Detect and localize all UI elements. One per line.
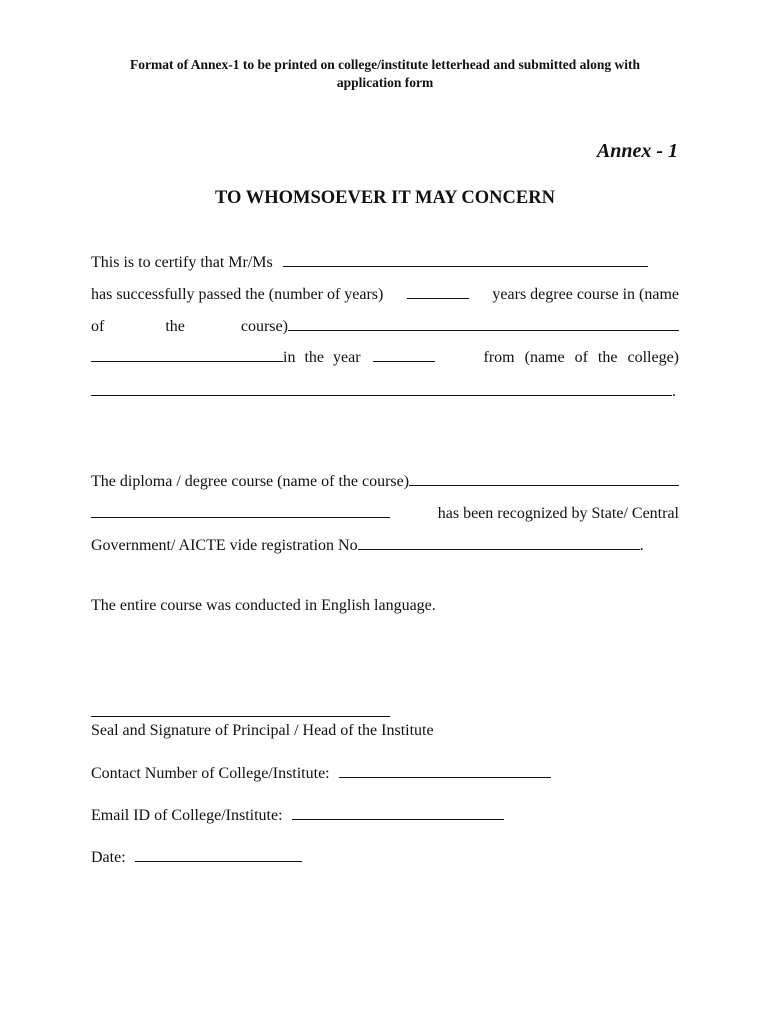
date-blank[interactable] (135, 847, 302, 862)
college-name-blank[interactable] (91, 381, 672, 396)
signature-line[interactable] (91, 716, 390, 717)
page-title: TO WHOMSOEVER IT MAY CONCERN (215, 188, 555, 208)
course-name-continued-blank[interactable] (91, 347, 283, 362)
degree-course-label: years degree course in (name (492, 286, 679, 303)
course-name-blank[interactable] (288, 316, 679, 331)
diploma-line (91, 471, 679, 492)
recognized-label: has been recognized by State/ Central (437, 505, 679, 522)
in-the-year-label: in the year (283, 349, 361, 366)
year-line (91, 347, 679, 368)
college-name-label: from (name of the college) (483, 349, 679, 366)
college-line-end: . (672, 383, 676, 400)
contact-label: Contact Number of College/Institute: (91, 765, 330, 782)
seal-signature-label: Seal and Signature of Principal / Head of the Institute (91, 722, 434, 739)
language-statement: The entire course was conducted in English language. (91, 597, 436, 614)
certify-label: This is to certify that Mr/Ms (91, 254, 273, 271)
name-blank[interactable] (283, 252, 648, 267)
course-word-the: the (165, 318, 185, 335)
annex-label: Annex - 1 (596, 140, 678, 162)
course-name-line (91, 316, 679, 337)
format-note-line-1: Format of Annex-1 to be printed on college/institute letterhead and submitted along with (130, 57, 640, 72)
email-line (91, 805, 679, 826)
email-blank[interactable] (292, 805, 504, 820)
diploma-course-continued-blank[interactable] (91, 503, 390, 518)
diploma-course-blank[interactable] (409, 471, 679, 486)
date-label: Date: (91, 849, 126, 866)
registration-number-blank[interactable] (358, 535, 640, 550)
registration-line (91, 535, 679, 556)
course-word-course: course) (240, 318, 288, 335)
course-word-of: of (91, 318, 105, 335)
contact-number-blank[interactable] (339, 763, 551, 778)
email-label: Email ID of College/Institute: (91, 807, 283, 824)
certify-line (91, 252, 679, 273)
diploma-label: The diploma / degree course (name of the course) (91, 473, 410, 490)
format-note-line-2: application form (336, 75, 434, 90)
passed-line (91, 284, 679, 305)
registration-label: Government/ AICTE vide registration No (91, 537, 358, 554)
recognized-line (91, 503, 679, 524)
number-of-years-blank[interactable] (407, 284, 469, 299)
passed-label: has successfully passed the (number of years) (91, 286, 384, 303)
format-note (80, 56, 690, 92)
contact-line (91, 763, 679, 784)
year-blank[interactable] (373, 347, 435, 362)
college-line (91, 381, 679, 402)
registration-line-end: . (639, 537, 644, 554)
date-line (91, 847, 679, 868)
